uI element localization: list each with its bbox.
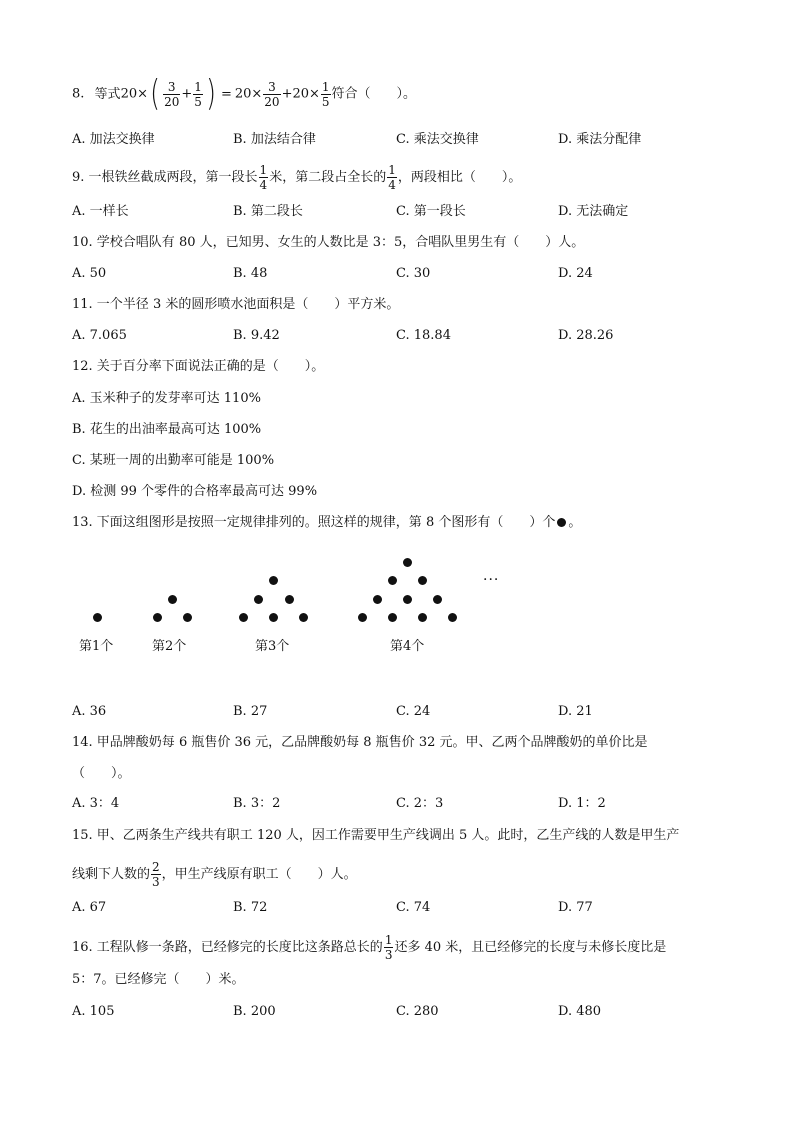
figure-2-dot <box>183 613 192 622</box>
figure-4-dot <box>418 613 427 622</box>
q10-option-b[interactable]: B. 48 <box>233 266 268 281</box>
q8-term-c: +20× <box>281 86 320 102</box>
figure-4-dot <box>448 613 457 622</box>
q13-option-d[interactable]: D. 21 <box>558 704 593 719</box>
fraction-1-4: $\frac{1}{4}$ <box>259 163 268 192</box>
figure-2-label: 第2个 <box>152 639 187 654</box>
q15-option-c[interactable]: C. 74 <box>396 900 431 915</box>
q10-option-d[interactable]: D. 24 <box>558 266 593 281</box>
q15-option-a[interactable]: A. 67 <box>72 900 107 915</box>
figure-4-dot <box>388 576 397 585</box>
figure-4-dot <box>403 558 412 567</box>
q15-option-b[interactable]: B. 72 <box>233 900 268 915</box>
q8-coef: 20 <box>120 86 138 102</box>
figure-3-dot <box>269 613 278 622</box>
fraction-1-5: $\frac{1}{5}$ <box>194 79 202 109</box>
question-10-stem: 10. 学校合唱队有 80 人，已知男、女生的人数比是 3：5，合唱队里男生有（ ）人。 <box>72 235 585 250</box>
fraction-1-3: $\frac{1}{3}$ <box>384 933 393 962</box>
question-14-stem-line2: （ ）。 <box>72 766 131 781</box>
q11-option-c[interactable]: C. 18.84 <box>396 328 451 343</box>
figure-4-dot <box>403 595 412 604</box>
q15-post: ，甲生产线原有职工（ ）人。 <box>161 867 357 882</box>
figure-4-dot <box>388 613 397 622</box>
q12-option-d[interactable]: D. 检测 99 个零件的合格率最高可达 99% <box>72 484 318 499</box>
q9-option-c[interactable]: C. 第一段长 <box>396 204 466 219</box>
q8-option-a[interactable]: A. 加法交换律 <box>72 132 155 147</box>
q16-post: 还多 40 米，且已经修完的长度与未修长度比是 <box>394 940 667 955</box>
q8-option-d[interactable]: D. 乘法分配律 <box>558 132 642 147</box>
question-8-stem <box>72 73 417 114</box>
q9-post: ，两段相比（ ）。 <box>397 170 522 185</box>
figure-3-dot <box>239 613 248 622</box>
figure-4-dot <box>418 576 427 585</box>
question-16-stem-line2: 5：7。已经修完（ ）米。 <box>72 972 245 987</box>
figure-3-dot <box>269 576 278 585</box>
q9-option-d[interactable]: D. 无法确定 <box>558 204 629 219</box>
q12-option-c[interactable]: C. 某班一周的出勤率可能是 100% <box>72 453 275 468</box>
fraction-2-3: $\frac{2}{3}$ <box>152 860 160 889</box>
figure-2-dot <box>168 595 177 604</box>
q13-post: 。 <box>568 515 582 530</box>
q9-option-a[interactable]: A. 一样长 <box>72 204 129 219</box>
figure-4-dot <box>433 595 442 604</box>
q16-option-a[interactable]: A. 105 <box>72 1004 115 1019</box>
fraction-3-20: $\frac{3}{20}$ <box>164 79 180 109</box>
figure-4-label: 第4个 <box>390 639 425 654</box>
figure-3-dot <box>285 595 294 604</box>
fraction-1-4-b: $\frac{1}{4}$ <box>388 163 396 192</box>
q9-mid: 米，第二段占全长的 <box>269 170 387 185</box>
fraction-1-5-b: $\frac{1}{5}$ <box>321 79 330 109</box>
question-15-stem-line2 <box>72 860 357 889</box>
q14-option-d[interactable]: D. 1：2 <box>558 796 606 811</box>
q13-option-b[interactable]: B. 27 <box>233 704 268 719</box>
q15-pre: 线剩下人数的 <box>72 867 151 882</box>
question-13-stem <box>72 513 581 533</box>
figure-1-dot <box>93 613 102 622</box>
q11-option-a[interactable]: A. 7.065 <box>72 328 127 343</box>
figure-ellipsis: ··· <box>483 572 500 588</box>
q14-option-b[interactable]: B. 3：2 <box>233 796 281 811</box>
q16-option-c[interactable]: C. 280 <box>396 1004 439 1019</box>
question-15-stem-line1: 15. 甲、乙两条生产线共有职工 120 人，因工作需要甲生产线调出 5 人。此时，乙生产线的人数是甲生产 <box>72 828 680 843</box>
q13-option-c[interactable]: C. 24 <box>396 704 431 719</box>
q12-option-a[interactable]: A. 玉米种子的发芽率可达 110% <box>72 391 261 406</box>
question-16-stem-line1 <box>72 933 666 962</box>
q8-plus: + <box>181 86 193 102</box>
q16-pre: 16. 工程队修一条路，已经修完的长度比这条路总长的 <box>72 940 383 955</box>
q8-option-b[interactable]: B. 加法结合律 <box>233 132 316 147</box>
q9-pre: 9. 一根铁丝截成两段，第一段长 <box>72 170 258 185</box>
q13-option-a[interactable]: A. 36 <box>72 704 107 719</box>
q11-option-d[interactable]: D. 28.26 <box>558 328 614 343</box>
q10-option-c[interactable]: C. 30 <box>396 266 431 281</box>
q16-option-d[interactable]: D. 480 <box>558 1004 602 1019</box>
figure-4-dot <box>358 613 367 622</box>
figure-3-dot <box>299 613 308 622</box>
figure-1-label: 第1个 <box>79 639 114 654</box>
q8-suffix: 符合（ ）。 <box>331 86 417 102</box>
figure-4-dot <box>373 595 382 604</box>
q12-option-b[interactable]: B. 花生的出油率最高可达 100% <box>72 422 262 437</box>
right-paren: ) <box>205 73 216 114</box>
q8-equals: = <box>220 86 232 102</box>
q15-option-d[interactable]: D. 77 <box>558 900 593 915</box>
question-12-stem: 12. 关于百分率下面说法正确的是（ ）。 <box>72 359 325 374</box>
q8-number: 8. <box>72 86 85 102</box>
q8-prefix: 等式 <box>94 86 121 102</box>
question-14-stem-line1: 14. 甲品牌酸奶每 6 瓶售价 36 元，乙品牌酸奶每 8 瓶售价 32 元。甲、乙两个品牌酸奶的单价比是 <box>72 735 648 750</box>
question-11-stem: 11. 一个半径 3 米的圆形喷水池面积是（ ）平方米。 <box>72 297 400 312</box>
q8-option-c[interactable]: C. 乘法交换律 <box>396 132 479 147</box>
black-dot-icon <box>557 518 566 527</box>
q14-option-a[interactable]: A. 3：4 <box>72 796 120 811</box>
q14-option-c[interactable]: C. 2：3 <box>396 796 444 811</box>
q10-option-a[interactable]: A. 50 <box>72 266 107 281</box>
question-9-stem <box>72 163 521 192</box>
q13-pre: 13. 下面这组图形是按照一定规律排列的。照这样的规律，第 8 个图形有（ ）个 <box>72 515 556 530</box>
figure-2-dot <box>153 613 162 622</box>
q16-option-b[interactable]: B. 200 <box>233 1004 276 1019</box>
q8-term-b: 20× <box>234 86 263 102</box>
figure-3-label: 第3个 <box>255 639 290 654</box>
figure-3-dot <box>254 595 263 604</box>
q8-times: × <box>137 86 149 102</box>
fraction-3-20-b: $\frac{3}{20}$ <box>264 79 280 109</box>
q9-option-b[interactable]: B. 第二段长 <box>233 204 303 219</box>
q11-option-b[interactable]: B. 9.42 <box>233 328 280 343</box>
left-paren: ( <box>150 73 160 114</box>
